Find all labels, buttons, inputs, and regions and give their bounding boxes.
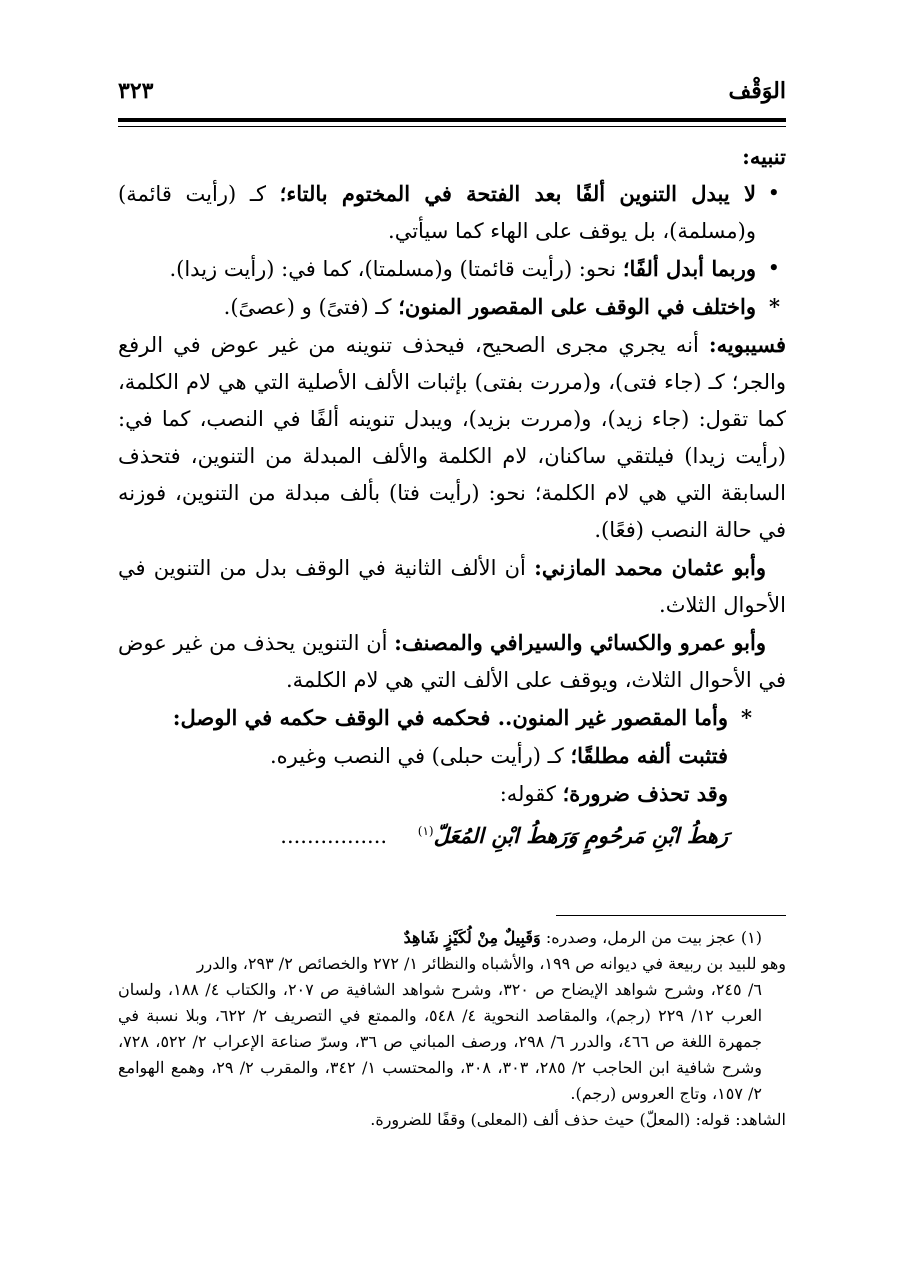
footnote-ref[interactable]: (١): [417, 824, 434, 838]
paragraph-1-lead: فسيبويه:: [708, 332, 786, 357]
sub-1-lead: فتثبت ألفه مطلقًا؛: [570, 743, 728, 768]
paragraph-mazini: [118, 549, 786, 624]
footnote-separator: [556, 915, 786, 916]
paragraph-abu-amr: [118, 624, 786, 699]
chapter-title: الوَقْف: [728, 78, 786, 104]
main-text: [118, 138, 786, 855]
star-item-1: [118, 288, 786, 326]
star-1-text: كـ (فتىً) و (عصىً).: [223, 295, 399, 319]
footnotes: [118, 925, 786, 1133]
footnote-1-verse: وَقَبِيلٌ مِنْ لُكَيْزٍ شَاهِدٌ: [403, 928, 541, 947]
verse-text: رَهطُ ابْنِ مَرحُومٍ وَرَهطُ ابْنِ المُعَلّ: [433, 823, 728, 848]
bullet-2-text: نحو: (رأيت قائمتا) و(مسلمتا)، كما في: (رأيت زيدا).: [169, 257, 623, 281]
bullet-dot-icon: •: [767, 256, 780, 280]
footnote-1-first-line: [118, 925, 786, 951]
paragraph-3-text: أن التنوين يحذف من غير عوض في الأحوال الثلاث، ويوقف على الألف التي هي لام الكلمة.: [118, 631, 786, 692]
paragraph-3-lead: وأبو عمرو والكسائي والسيرافي والمصنف:: [394, 630, 766, 655]
sub-2-lead: وقد تحذف ضرورة؛: [562, 781, 728, 806]
sub-item-1: [118, 737, 786, 775]
footnote-1-body: ٦/ ٢٤٥، وشرح شواهد الإيضاح ص ٣٢٠، وشرح شواهد الشافية ص ٢٠٧، والكتاب ٤/ ١٨٨، ولسان العرب ١٢/ ٢٢٩ (رجم)، والمقاصد النحوية ٤/ ٥٤٨، والممتع في التصريف ٢/ ٦٢٢، وبلا نسبة في جمهرة اللغة ص ٤٦٦، والدرر ٦/ ٢٩٨، ورصف المباني ص ٣٦، وسرّ صناعة الإعراب ٢/ ٥٢٢، ٧٢٨، وشرح شافية ابن الحاجب ٢/ ٢٨٥، ٣٠٣، ٣٠٨، والمحتسب ١/ ٣٤٢، والمقرب ٢/ ٢٩، وهمع الهوامع ٢/ ١٥٧، وتاج العروس (رجم).: [118, 980, 763, 1103]
bullet-2-lead: وربما أبدل ألفًا؛: [622, 256, 756, 281]
paragraph-sibawayh: [118, 326, 786, 549]
footnote-1-witness: الشاهد: قوله: (المعلّ) حيث حذف ألف (المعلى) وقفًا للضرورة.: [370, 1110, 786, 1129]
star-1-lead: واختلف في الوقف على المقصور المنون؛: [398, 294, 756, 319]
poetry-verse: [118, 813, 786, 855]
paragraph-2-lead: وأبو عثمان محمد المازني:: [534, 555, 766, 580]
header-rule-thick: [118, 118, 786, 122]
bullet-dot-icon: •: [767, 181, 780, 205]
paragraph-2-text: أن الألف الثانية في الوقف بدل من التنوين في الأحوال الثلاث.: [118, 556, 786, 617]
bullet-item-1: [118, 175, 786, 250]
note-heading: تنبيه:: [742, 144, 786, 169]
star-2-lead: وأما المقصور غير المنون.. فحكمه في الوقف حكمه في الوصل:: [172, 705, 728, 730]
sub-1-text: كـ (رأيت حبلى) في النصب وغيره.: [269, 744, 571, 768]
asterisk-icon: *: [741, 705, 752, 730]
footnote-1-intro: (١) عجز بيت من الرمل، وصدره:: [540, 928, 762, 947]
sub-2-text: كقوله:: [499, 782, 563, 806]
star-item-2: [118, 699, 786, 737]
verse-ellipsis: ................: [280, 824, 388, 848]
bullet-1-text: كـ (رأيت قائمة) و(مسلمة)، بل يوقف على الهاء كما سيأتي.: [118, 182, 756, 243]
bullet-item-2: [118, 250, 786, 288]
sub-item-2: [118, 775, 786, 813]
asterisk-icon: *: [769, 294, 780, 319]
header-rule-thin: [118, 126, 786, 127]
bullet-1-lead: لا يبدل التنوين ألفًا بعد الفتحة في المختوم بالتاء؛: [279, 181, 756, 206]
footnote-1-second-line: وهو للبيد بن ربيعة في ديوانه ص ١٩٩، والأشباه والنظائر ١/ ٢٧٢ والخصائص ٢/ ٢٩٣، والدرر: [196, 954, 786, 973]
page-number: ٣٢٣: [118, 78, 154, 104]
running-header: [118, 78, 786, 108]
paragraph-1-text: أنه يجري مجرى الصحيح، فيحذف تنوينه من غير عوض في الرفع والجر؛ كـ (جاء فتى)، و(مررت بفتى) بإثبات الألف الأصلية التي هي لام الكلمة، كما تقول: (جاء زيد)، و(مررت بزيد)، ويبدل تنوينه ألفًا في النصب، كما في: (رأيت زيدا) فيلتقي ساكنان، لام الكلمة والألف المبدلة من التنوين، فتحذف السابقة التي هي لام الكلمة؛ نحو: (رأيت فتا) بألف مبدلة من التنوين، فوزنه في حالة النصب (فعًا).: [118, 333, 786, 542]
